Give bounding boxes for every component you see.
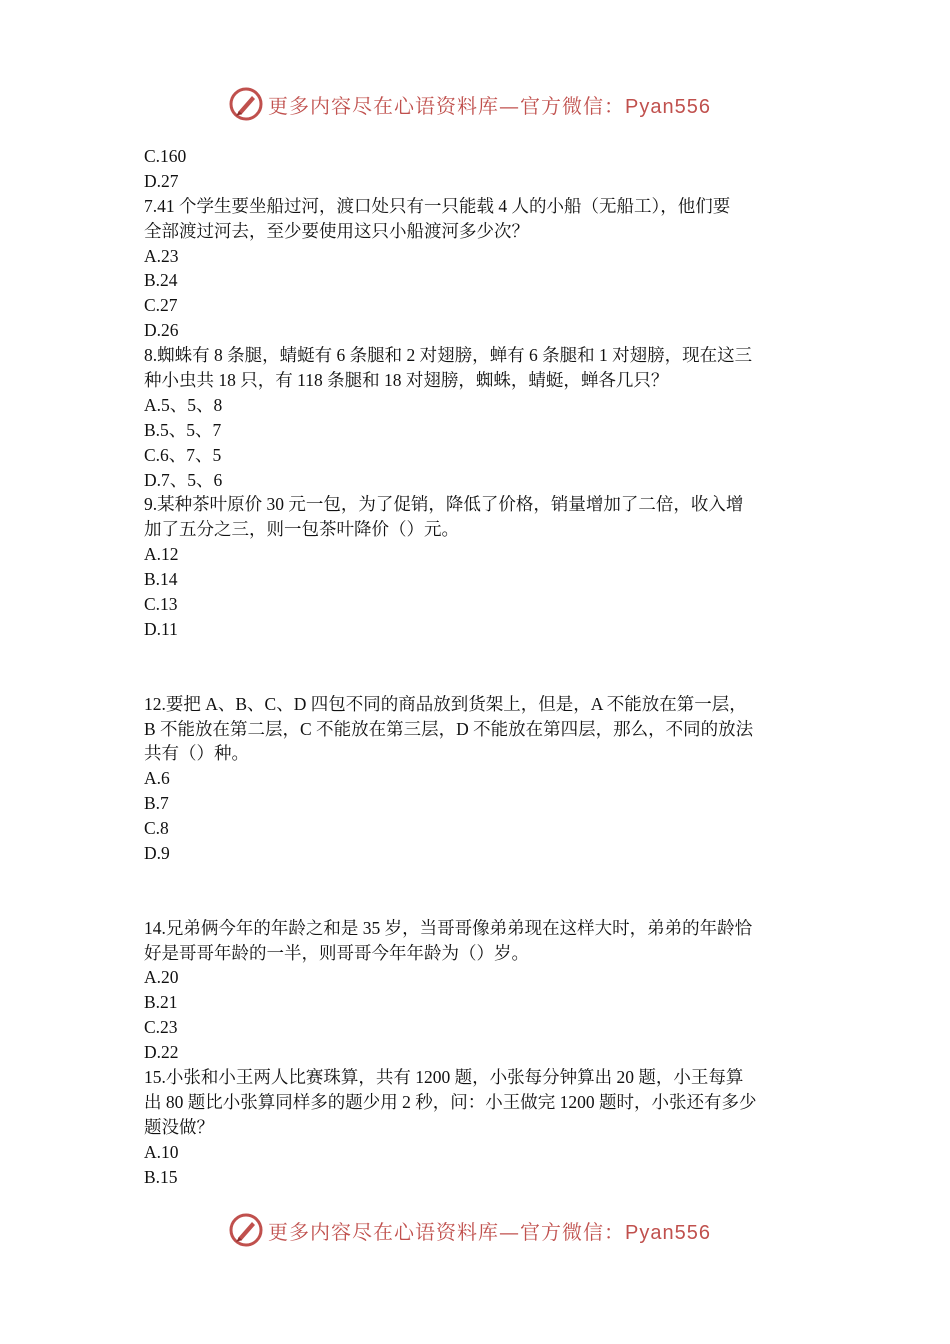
footer-banner (228, 1212, 728, 1248)
blank-gap (144, 642, 809, 692)
option: A.6 (144, 768, 170, 789)
question-text: 题没做？ (144, 1116, 214, 1137)
question-text: 12.要把 A、B、C、D 四包不同的商品放到货架上，但是，A 不能放在第一层， (144, 693, 747, 714)
option: B.5、5、7 (144, 419, 222, 440)
question-text: 种小虫共 18 只，有 118 条腿和 18 对翅膀，蜘蛛，蜻蜓，蝉各几只？ (144, 370, 669, 391)
option: C.8 (144, 818, 169, 839)
option: B.24 (144, 270, 178, 291)
option: B.21 (144, 992, 178, 1013)
question-text: 15.小张和小王两人比赛珠算，共有 1200 题，小张每分钟算出 20 题，小王每算 (144, 1066, 744, 1087)
question-9 (144, 492, 809, 641)
option: C.13 (144, 594, 178, 615)
option: C.6、7、5 (144, 444, 222, 465)
option: B.14 (144, 569, 178, 590)
question-text: 共有（）种。 (144, 743, 249, 764)
question-text: 好是哥哥年龄的一半，则哥哥今年年龄为（）岁。 (144, 942, 529, 963)
option: D.7、5、6 (144, 469, 223, 490)
option: B.7 (144, 793, 169, 814)
question-text: 9.某种茶叶原价 30 元一包，为了促销，降低了价格，销量增加了二倍，收入增 (144, 494, 744, 515)
option: D.9 (144, 842, 170, 863)
pen-logo-icon (228, 86, 264, 122)
option: A.10 (144, 1141, 179, 1162)
option: A.20 (144, 967, 179, 988)
question-text: 8.蜘蛛有 8 条腿，蜻蜓有 6 条腿和 2 对翅膀，蝉有 6 条腿和 1 对翅膀，现在这三 (144, 345, 753, 366)
option: C.160 (144, 146, 187, 166)
question-text: 加了五分之三，则一包茶叶降价（）元。 (144, 519, 459, 540)
question-14 (144, 916, 809, 1065)
banner-text: 更多内容尽在心语资料库—官方微信： (268, 93, 625, 118)
option: A.23 (144, 245, 179, 266)
header-banner (228, 86, 728, 122)
option: C.23 (144, 1017, 178, 1038)
option: D.22 (144, 1042, 179, 1063)
option: A.12 (144, 544, 179, 565)
option: D.11 (144, 618, 178, 639)
question-text: 全部渡过河去，至少要使用这只小船渡河多少次？ (144, 220, 529, 241)
banner-wechat: Pyan556 (625, 1221, 711, 1244)
blank-gap (144, 866, 809, 916)
option: B.15 (144, 1166, 178, 1187)
question-text: 7.41 个学生要坐船过河，渡口处只有一只能载 4 人的小船（无船工），他们要 (144, 195, 731, 216)
pen-logo-icon (228, 1212, 264, 1248)
question-12 (144, 692, 809, 866)
question-text: B 不能放在第二层，C 不能放在第三层，D 不能放在第四层，那么，不同的放法 (144, 718, 754, 739)
option: C.27 (144, 295, 178, 316)
question-text: 14.兄弟俩今年的年龄之和是 35 岁，当哥哥像弟弟现在这样大时，弟弟的年龄恰 (144, 917, 753, 938)
banner-text: 更多内容尽在心语资料库—官方微信： (268, 1219, 625, 1244)
question-text: 出 80 题比小张算同样多的题少用 2 秒，问：小王做完 1200 题时，小张还有多少 (144, 1091, 757, 1112)
option: A.5、5、8 (144, 394, 223, 415)
document-body (144, 144, 809, 1189)
option: D.26 (144, 320, 179, 341)
question-8 (144, 343, 809, 492)
question-7 (144, 194, 809, 343)
question-15 (144, 1065, 809, 1189)
banner-wechat: Pyan556 (625, 95, 711, 118)
option: D.27 (144, 170, 179, 191)
